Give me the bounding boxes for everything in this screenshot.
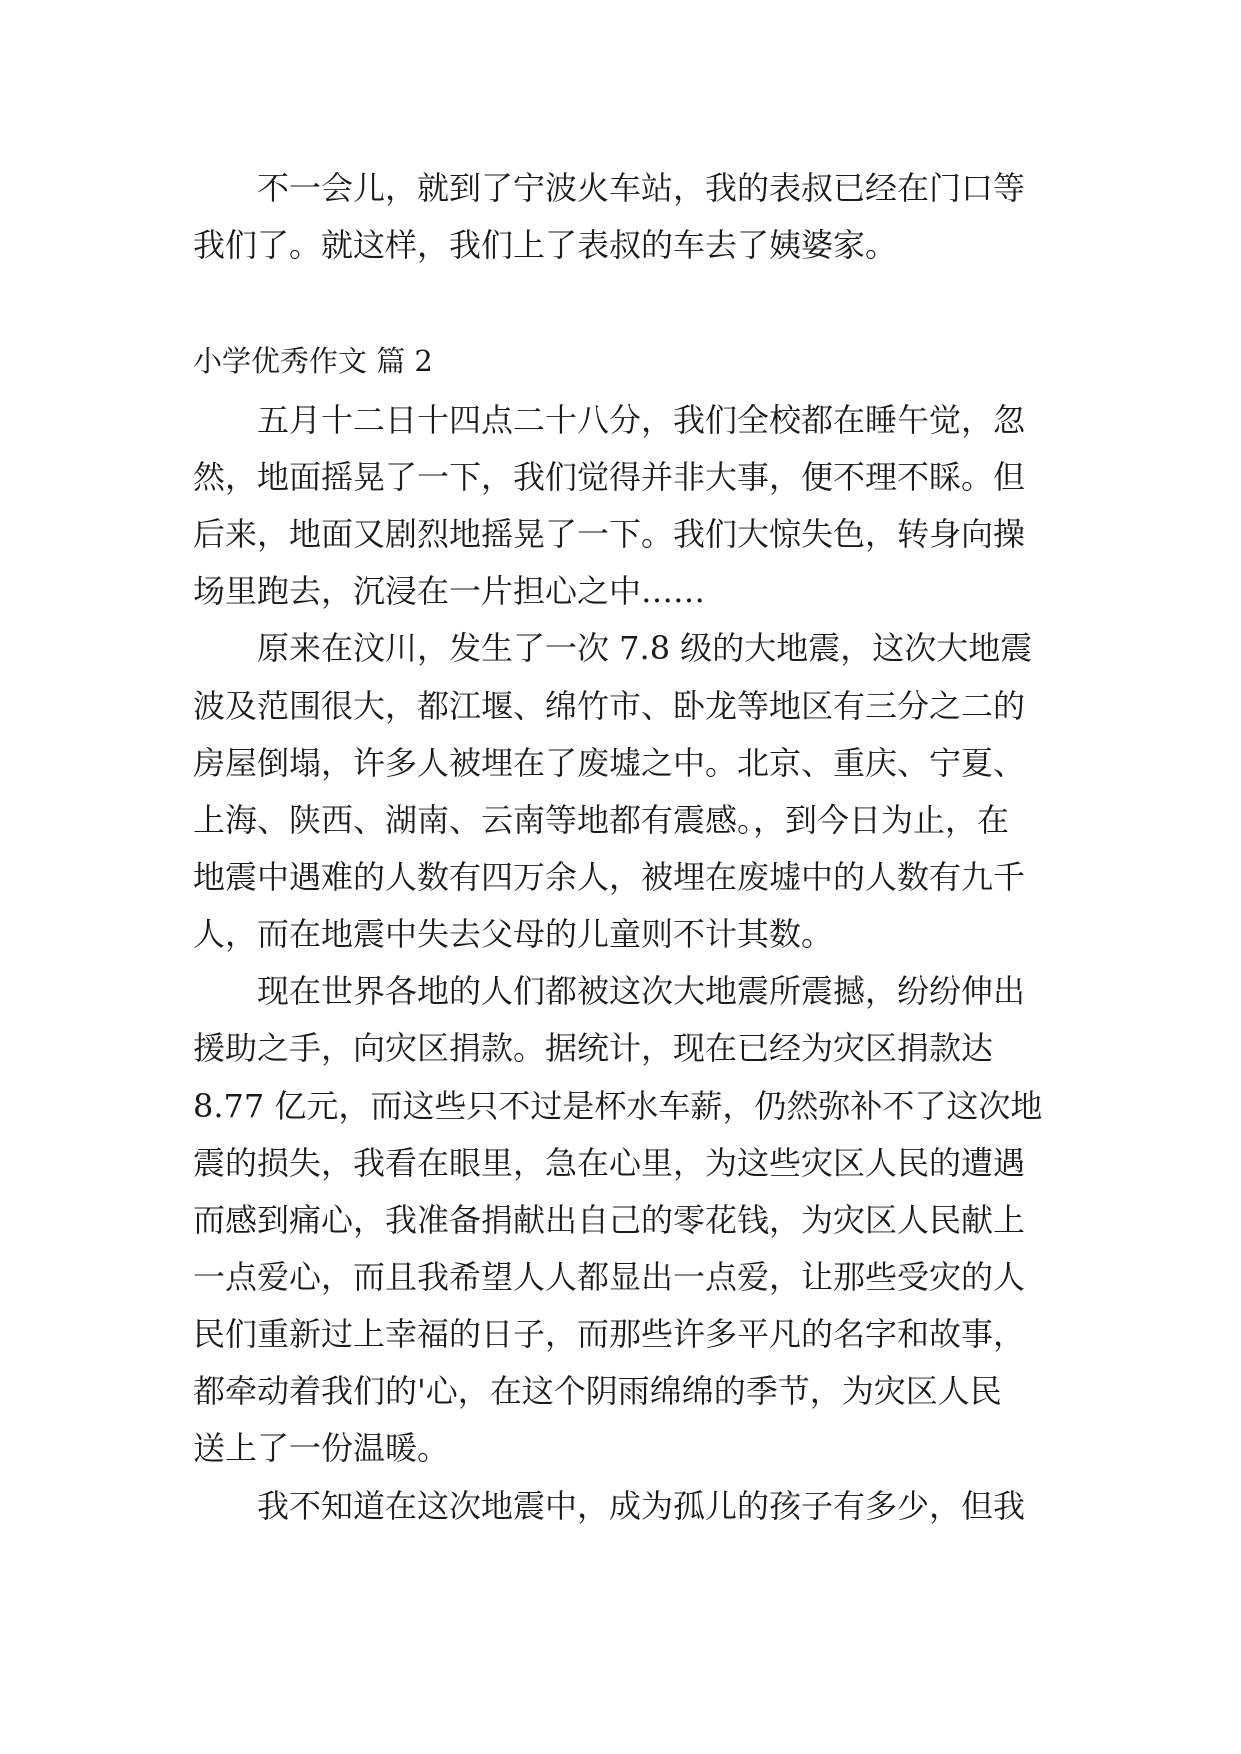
text-line: 现在世界各地的人们都被这次大地震所震撼，纷纷伸出 bbox=[257, 972, 1026, 1010]
text-line: 民们重新过上幸福的日子，而那些许多平凡的名字和故事， bbox=[193, 1315, 1026, 1353]
text-line: 上海、陕西、湖南、云南等地都有震感。，到今日为止，在 bbox=[193, 801, 1010, 839]
text-line: 然，地面摇晃了一下，我们觉得并非大事，便不理不睬。但 bbox=[193, 458, 1026, 496]
text-line: 房屋倒塌，许多人被埋在了废墟之中。北京、重庆、宁夏、 bbox=[193, 744, 1026, 782]
text-line: 我们了。就这样，我们上了表叔的车去了姨婆家。 bbox=[193, 226, 898, 264]
text-line: 后来，地面又剧烈地摇晃了一下。我们大惊失色，转身向操 bbox=[193, 515, 1026, 553]
text-line: 波及范围很大，都江堰、绵竹市、卧龙等地区有三分之二的 bbox=[193, 687, 1026, 725]
text-line: 五月十二日十四点二十八分，我们全校都在睡午觉，忽 bbox=[257, 401, 1026, 439]
text-line: 送上了一份温暖。 bbox=[193, 1429, 450, 1467]
text-line: 援助之手，向灾区捐款。据统计，现在已经为灾区捐款达 bbox=[193, 1029, 994, 1067]
text-line: 不一会儿，就到了宁波火车站，我的表叔已经在门口等 bbox=[257, 169, 1026, 207]
text-line: 我不知道在这次地震中，成为孤儿的孩子有多少，但我 bbox=[257, 1487, 1026, 1525]
text-line: 场里跑去，沉浸在一片担心之中…… bbox=[193, 572, 706, 610]
text-line: 8.77 亿元，而这些只不过是杯水车薪，仍然弥补不了这次地 bbox=[193, 1087, 1043, 1125]
text-line: 原来在汶川，发生了一次 7.8 级的大地震，这次大地震 bbox=[257, 629, 1033, 667]
text-line: 一点爱心，而且我希望人人都显出一点爱，让那些受灾的人 bbox=[193, 1258, 1026, 1296]
text-line: 地震中遇难的人数有四万余人，被埋在废墟中的人数有九千 bbox=[193, 858, 1026, 896]
text-line: 都牵动着我们的'心，在这个阴雨绵绵的季节，为灾区人民 bbox=[193, 1372, 1002, 1410]
text-line: 而感到痛心，我准备捐献出自己的零花钱，为灾区人民献上 bbox=[193, 1201, 1026, 1239]
section-title: 小学优秀作文 篇 2 bbox=[193, 344, 433, 378]
text-line: 震的损失，我看在眼里，急在心里，为这些灾区人民的遭遇 bbox=[193, 1144, 1026, 1182]
text-line: 人，而在地震中失去父母的儿童则不计其数。 bbox=[193, 915, 834, 953]
